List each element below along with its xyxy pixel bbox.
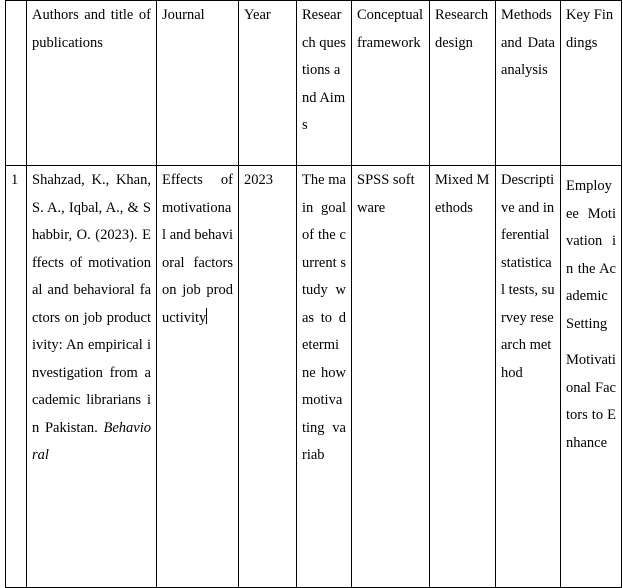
cell-key-findings (561, 166, 622, 588)
header-no (6, 1, 27, 166)
key-finding-1: Employee Motivation in the Academic Setting (566, 178, 616, 332)
header-research-questions: Research questions and Aims (297, 1, 352, 166)
header-research-design: Research design (430, 1, 496, 166)
cell-research-questions: The main goal of the current study was to determine how motivating variab (297, 166, 352, 588)
header-conceptual-framework: Conceptual framework (352, 1, 430, 166)
cell-methods: Descriptive and inferential statistical tests, survey research method (496, 166, 561, 588)
header-year: Year (239, 1, 297, 166)
literature-review-table (5, 0, 622, 588)
cell-authors (27, 166, 157, 588)
table-row (6, 166, 622, 588)
header-key-findings: Key Findings (561, 1, 622, 166)
cell-year: 2023 (239, 166, 297, 588)
key-finding-2: Motivational Factors to Enhance (566, 352, 616, 451)
header-journal: Journal (157, 1, 239, 166)
header-methods: Methods and Data analysis (496, 1, 561, 166)
cell-journal (157, 166, 239, 588)
authors-citation: Shahzad, K., Khan, S. A., Iqbal, A., & Shabbir, O. (2023). Effects of motivational and behavioral factors on job productivity: An empirical investigation from academic librarians in Pakistan. (32, 172, 151, 436)
cell-conceptual-framework: SPSS software (352, 166, 430, 588)
authors-citation-italic: Behavioral (32, 419, 151, 463)
journal-text: Effects of motivational and behavioral factors on job productivity (162, 172, 233, 326)
text-cursor (206, 308, 207, 324)
header-row (6, 1, 622, 166)
row-number: 1 (6, 166, 27, 588)
cell-research-design: Mixed Methods (430, 166, 496, 588)
header-authors: Authors and title of publications (27, 1, 157, 166)
